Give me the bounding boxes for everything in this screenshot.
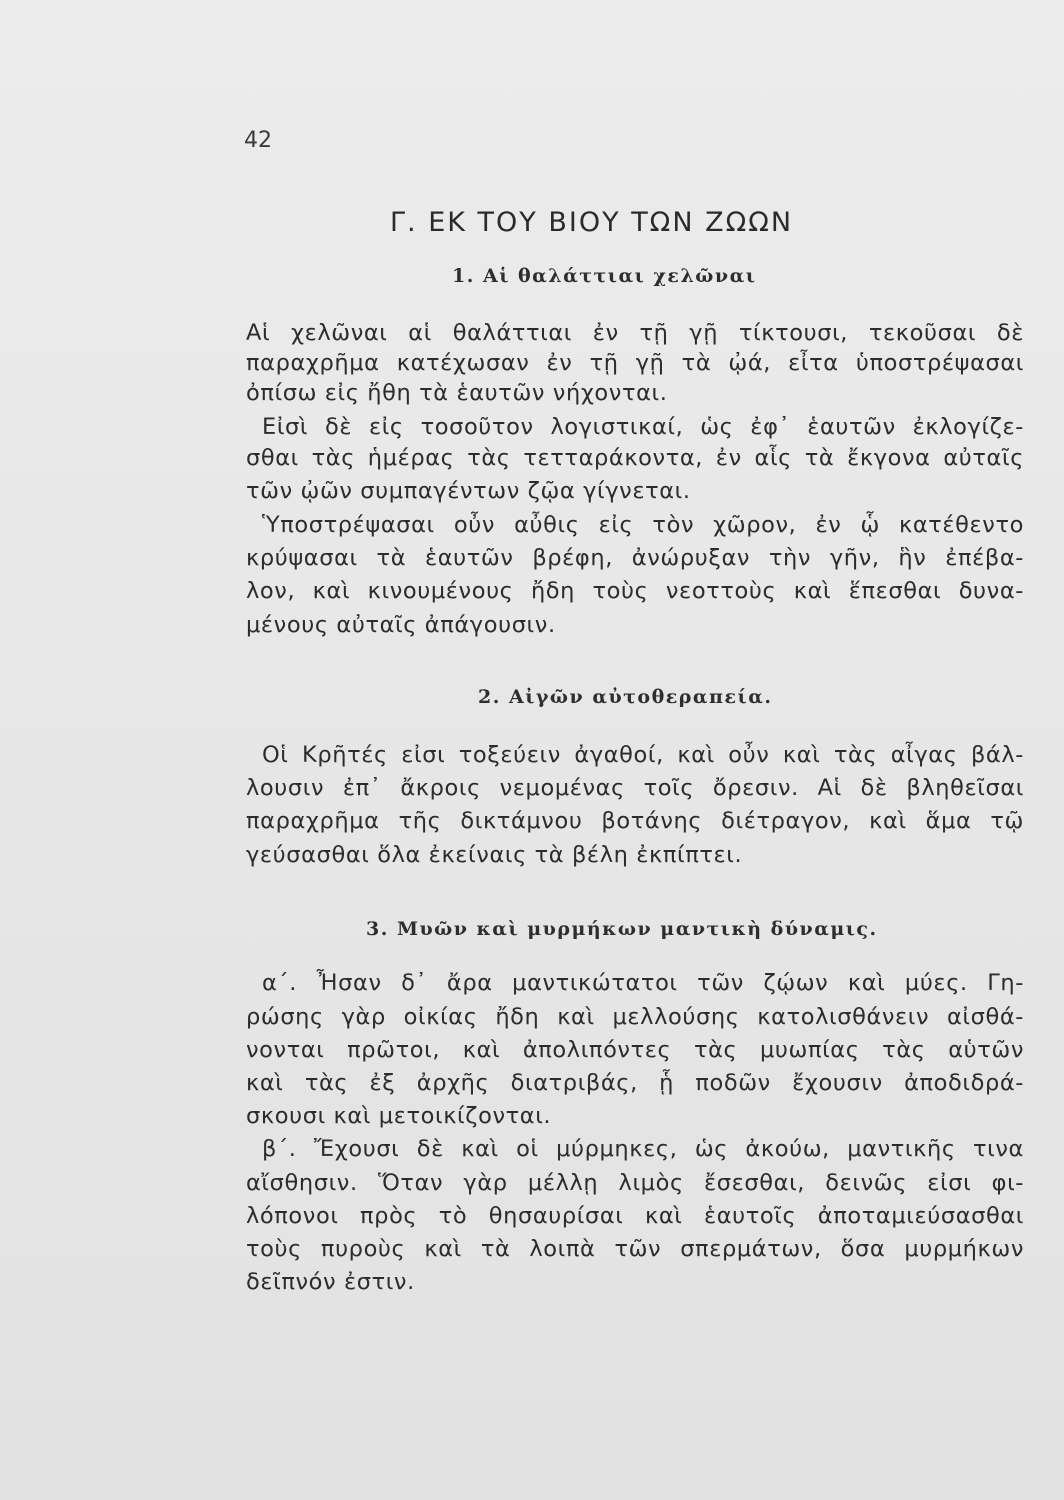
text-line: παραχρῆμα τῆς δικτάμνου βοτάνης διέτραγον, καὶ ἅμα τῷ [246, 808, 1024, 834]
text-line: λουσιν ἐπ᾽ ἄκροις νεμομένας τοῖς ὄρεσιν. Αἱ δὲ βληθεῖσαι [246, 775, 1024, 801]
page-number: 42 [244, 128, 272, 153]
text-line: λόπονοι πρὸς τὸ θησαυρίσαι καὶ ἑαυτοῖς ἀποταμιεύσασθαι [246, 1203, 1024, 1229]
section-heading-2: 2. Αἰγῶν αὐτοθεραπεία. [478, 686, 773, 708]
text-line: α΄. Ἦσαν δ᾽ ἄρα μαντικώτατοι τῶν ζῴων καὶ μύες. Γη- [262, 970, 1024, 996]
text-line: γεύσασθαι ὅλα ἐκείναις τὰ βέλη ἐκπίπτει. [246, 842, 743, 868]
text-line: καὶ τὰς ἐξ ἀρχῆς διατριβάς, ᾗ ποδῶν ἔχουσιν ἀποδιδρά- [246, 1070, 1024, 1096]
text-line: μένους αὐταῖς ἀπάγουσιν. [246, 612, 556, 638]
section-heading-3: 3. Μυῶν καὶ μυρμήκων μαντικὴ δύναμις. [366, 918, 878, 940]
text-line: τοὺς πυροὺς καὶ τὰ λοιπὰ τῶν σπερμάτων, ὅσα μυρμήκων [246, 1236, 1024, 1262]
text-line: ρώσης γὰρ οἰκίας ἤδη καὶ μελλούσης κατολισθάνειν αἰσθά- [246, 1004, 1024, 1030]
text-line: παραχρῆμα κατέχωσαν ἐν τῇ γῇ τὰ ᾠά, εἶτα ὑποστρέψασαι [246, 350, 1024, 376]
text-line: τῶν ᾠῶν συμπαγέντων ζῷα γίγνεται. [246, 478, 691, 504]
text-line: Ὑποστρέψασαι οὖν αὖθις εἰς τὸν χῶρον, ἐν ᾧ κατέθεντο [262, 512, 1024, 538]
text-line: κρύψασαι τὰ ἑαυτῶν βρέφη, ἀνώρυξαν τὴν γῆν, ἣν ἐπέβα- [246, 545, 1024, 571]
text-line: Αἱ χελῶναι αἱ θαλάττιαι ἐν τῇ γῇ τίκτουσι, τεκοῦσαι δὲ [246, 320, 1024, 346]
section-heading-1: 1. Αἱ θαλάττιαι χελῶναι [452, 265, 757, 287]
text-line: νονται πρῶτοι, καὶ ἀπολιπόντες τὰς μυωπίας τὰς αὑτῶν [246, 1037, 1024, 1063]
text-line: σθαι τὰς ἡμέρας τὰς τετταράκοντα, ἐν αἷς τὰ ἔκγονα αὐταῖς [246, 445, 1024, 471]
text-line: Εἰσὶ δὲ εἰς τοσοῦτον λογιστικαί, ὡς ἐφ᾽ ἑαυτῶν ἐκλογίζε- [262, 414, 1024, 440]
text-line: σκουσι καὶ μετοικίζονται. [246, 1103, 552, 1129]
text-line: δεῖπνόν ἐστιν. [246, 1269, 415, 1295]
text-line: ὀπίσω εἰς ἤθη τὰ ἑαυτῶν νήχονται. [246, 380, 668, 406]
text-line: β΄. Ἔχουσι δὲ καὶ οἱ μύρμηκες, ὡς ἀκούω, μαντικῆς τινα [262, 1136, 1024, 1162]
text-line: Οἱ Κρῆτές εἰσι τοξεύειν ἀγαθοί, καὶ οὖν καὶ τὰς αἶγας βάλ- [262, 742, 1024, 768]
text-line: λον, καὶ κινουμένους ἤδη τοὺς νεοττοὺς καὶ ἕπεσθαι δυνα- [246, 578, 1024, 604]
chapter-title: Γ. ΕΚ ΤΟΥ ΒΙΟΥ ΤΩΝ ΖΩΩΝ [390, 207, 794, 238]
text-line: αἴσθησιν. Ὅταν γὰρ μέλλῃ λιμὸς ἔσεσθαι, δεινῶς εἰσι φι- [246, 1170, 1024, 1196]
